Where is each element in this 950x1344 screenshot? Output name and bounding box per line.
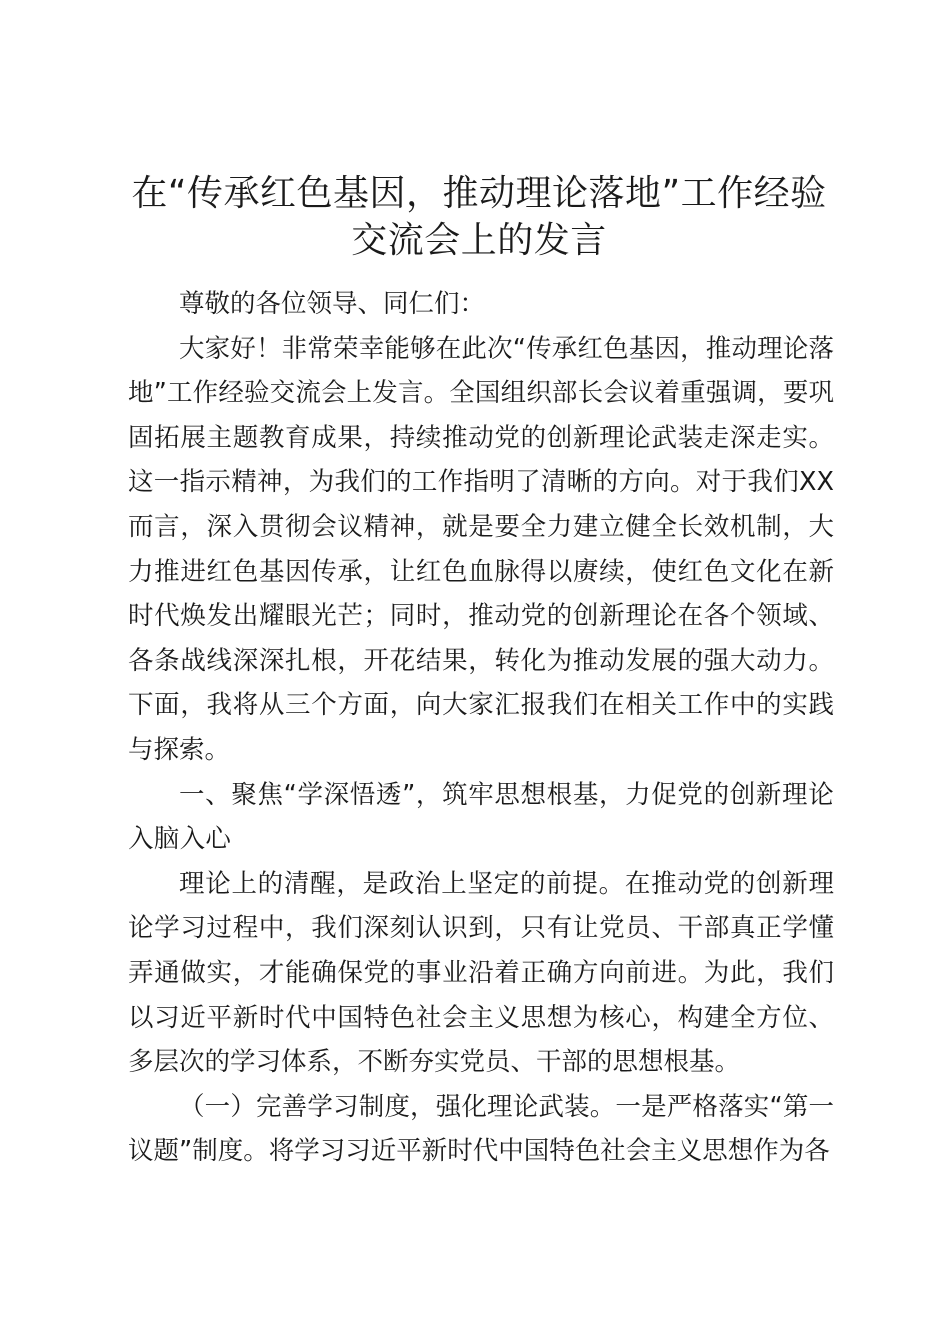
opening-paragraph: 大家好！非常荣幸能够在此次“传承红色基因，推动理论落地”工作经验交流会上发言。全国组织部长会议着重强调，要巩固拓展主题教育成果，持续推动党的创新理论武装走深走实。这一指示精神，为我们的工作指明了清晰的方向。对于我们XX而言，深入贯彻会议精神，就是要全力建立健全长效机制，大力推进红色基因传承，让红色血脉得以赓续，使红色文化在新时代焕发出耀眼光芒；同时，推动党的创新理论在各个领域、各条战线深深扎根，开花结果，转化为推动发展的强大动力。下面，我将从三个方面，向大家汇报我们在相关工作中的实践与探索。 <box>128 333 834 765</box>
salutation-paragraph: 尊敬的各位领导、同仁们： <box>179 289 486 319</box>
document-title: 在“传承红色基因，推动理论落地”工作经验交流会上的发言 <box>131 173 827 261</box>
subsection-1-paragraph: （一）完善学习制度，强化理论武装。一是严格落实“第一议题”制度。将学习习近平新时代中国特色社会主义思想作为各 <box>128 1091 834 1167</box>
document-body <box>128 282 834 1174</box>
section-1-intro-paragraph: 理论上的清醒，是政治上坚定的前提。在推动党的创新理论学习过程中，我们深刻认识到，只有让党员、干部真正学懂弄通做实，才能确保党的事业沿着正确方向前进。为此，我们以习近平新时代中国特色社会主义思想为核心，构建全方位、多层次的学习体系，不断夯实党员、干部的思想根基。 <box>128 868 834 1078</box>
section-heading-1: 一、聚焦“学深悟透”，筑牢思想根基，力促党的创新理论入脑入心 <box>128 779 834 855</box>
